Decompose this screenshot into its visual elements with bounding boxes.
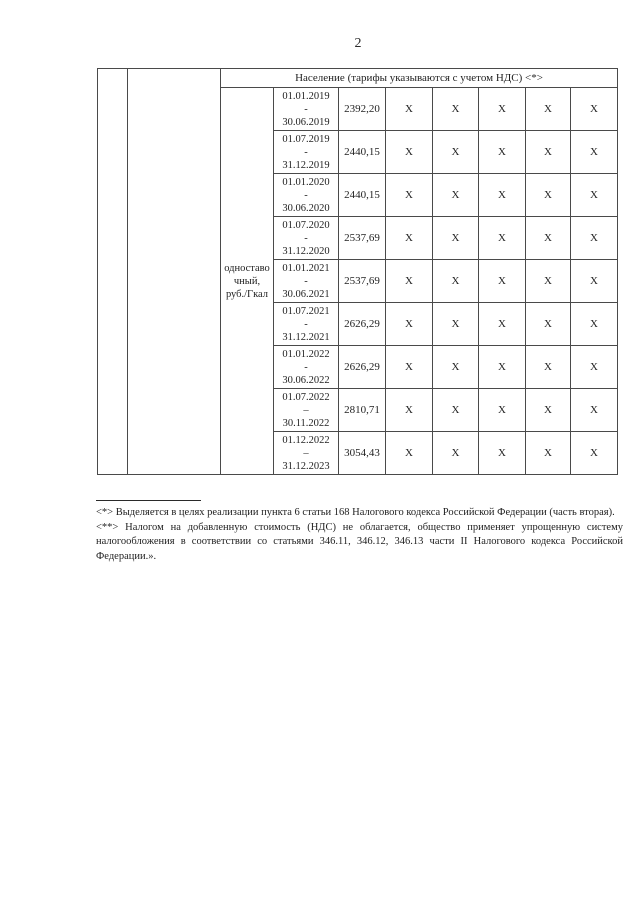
- period-from: 01.01.2022: [282, 348, 330, 360]
- footnote-1: <*> Выделяется в целях реализации пункта 6 статьи 168 Налогового кодекса Российской Федерации (часть вторая).: [96, 507, 615, 518]
- x-cell: X: [386, 389, 433, 432]
- period-to: 31.12.2023: [282, 460, 330, 472]
- x-cell: X: [526, 389, 571, 432]
- x-cell: X: [526, 303, 571, 346]
- x-cell: X: [433, 303, 479, 346]
- period-dash: –: [303, 447, 309, 459]
- period-from: 01.12.2022: [282, 434, 330, 446]
- empty-cell-col2: [128, 69, 221, 475]
- period-to: 30.06.2021: [282, 288, 330, 300]
- footnotes-section: [96, 500, 623, 565]
- x-cell: X: [479, 432, 526, 475]
- period-cell: [274, 303, 339, 346]
- tariff-value-cell: 2810,71: [339, 389, 386, 432]
- period-to: 31.12.2020: [282, 245, 330, 257]
- tariff-type-label: [221, 88, 274, 475]
- period-to: 30.11.2022: [282, 417, 330, 429]
- period-from: 01.01.2019: [282, 90, 330, 102]
- x-cell: X: [571, 303, 618, 346]
- x-cell: X: [526, 432, 571, 475]
- period-cell: [274, 217, 339, 260]
- x-cell: X: [526, 260, 571, 303]
- tariff-value-cell: 2392,20: [339, 88, 386, 131]
- period-cell: [274, 260, 339, 303]
- x-cell: X: [386, 88, 433, 131]
- period-to: 30.06.2022: [282, 374, 330, 386]
- period-dash: -: [304, 189, 308, 201]
- x-cell: X: [571, 174, 618, 217]
- tariff-value-cell: 2537,69: [339, 217, 386, 260]
- period-dash: -: [304, 318, 308, 330]
- x-cell: X: [479, 389, 526, 432]
- period-from: 01.07.2022: [282, 391, 330, 403]
- period-dash: -: [304, 146, 308, 158]
- period-to: 31.12.2021: [282, 331, 330, 343]
- period-from: 01.07.2019: [282, 133, 330, 145]
- x-cell: X: [479, 174, 526, 217]
- period-dash: -: [304, 103, 308, 115]
- x-cell: X: [526, 131, 571, 174]
- tariff-value-cell: 2626,29: [339, 346, 386, 389]
- table-header-population: Население (тарифы указываются с учетом НДС) <*>: [221, 69, 618, 88]
- tariff-value-cell: 2626,29: [339, 303, 386, 346]
- x-cell: X: [479, 88, 526, 131]
- x-cell: X: [433, 174, 479, 217]
- period-cell: [274, 432, 339, 475]
- period-dash: –: [303, 404, 309, 416]
- x-cell: X: [433, 88, 479, 131]
- period-cell: [274, 88, 339, 131]
- x-cell: X: [571, 260, 618, 303]
- x-cell: X: [386, 260, 433, 303]
- period-from: 01.01.2020: [282, 176, 330, 188]
- period-cell: [274, 131, 339, 174]
- period-dash: -: [304, 275, 308, 287]
- tariff-value-cell: 2440,15: [339, 131, 386, 174]
- period-to: 30.06.2019: [282, 116, 330, 128]
- x-cell: X: [433, 260, 479, 303]
- x-cell: X: [571, 346, 618, 389]
- x-cell: X: [571, 88, 618, 131]
- x-cell: X: [386, 432, 433, 475]
- period-cell: [274, 174, 339, 217]
- x-cell: X: [386, 346, 433, 389]
- x-cell: X: [479, 131, 526, 174]
- table-header-row: [98, 69, 618, 88]
- x-cell: X: [433, 131, 479, 174]
- x-cell: X: [433, 217, 479, 260]
- x-cell: X: [571, 217, 618, 260]
- tariff-type-label-line: чный,: [233, 275, 261, 287]
- period-to: 31.12.2019: [282, 159, 330, 171]
- x-cell: X: [571, 389, 618, 432]
- period-cell: [274, 346, 339, 389]
- x-cell: X: [571, 131, 618, 174]
- x-cell: X: [386, 174, 433, 217]
- x-cell: X: [433, 432, 479, 475]
- x-cell: X: [526, 88, 571, 131]
- x-cell: X: [386, 217, 433, 260]
- tariff-value-cell: 2440,15: [339, 174, 386, 217]
- period-dash: -: [304, 361, 308, 373]
- period-to: 30.06.2020: [282, 202, 330, 214]
- period-dash: -: [304, 232, 308, 244]
- x-cell: X: [433, 346, 479, 389]
- x-cell: X: [433, 389, 479, 432]
- tariff-type-label-line: одноставо: [224, 262, 270, 274]
- x-cell: X: [479, 260, 526, 303]
- x-cell: X: [526, 174, 571, 217]
- x-cell: X: [479, 346, 526, 389]
- footnote-2: <**> Налогом на добавленную стоимость (НДС) не облагается, общество применяет упрощенную систему налогообложения в соответствии со статьями 346.11, 346.12, 346.13 части II Налогового кодекса Российской Федерации.».: [96, 521, 623, 563]
- period-from: 01.07.2020: [282, 219, 330, 231]
- tariff-value-cell: 3054,43: [339, 432, 386, 475]
- empty-cell-col1: [98, 69, 128, 475]
- footnote-separator: [96, 500, 201, 501]
- tariff-type-label-line: руб./Гкал: [225, 288, 269, 300]
- x-cell: X: [526, 217, 571, 260]
- x-cell: X: [479, 217, 526, 260]
- x-cell: X: [479, 303, 526, 346]
- tariff-table: [97, 68, 618, 475]
- tariff-value-cell: 2537,69: [339, 260, 386, 303]
- period-cell: [274, 389, 339, 432]
- period-from: 01.01.2021: [282, 262, 330, 274]
- x-cell: X: [386, 131, 433, 174]
- x-cell: X: [526, 346, 571, 389]
- page-number: 2: [354, 36, 362, 51]
- period-from: 01.07.2021: [282, 305, 330, 317]
- x-cell: X: [386, 303, 433, 346]
- x-cell: X: [571, 432, 618, 475]
